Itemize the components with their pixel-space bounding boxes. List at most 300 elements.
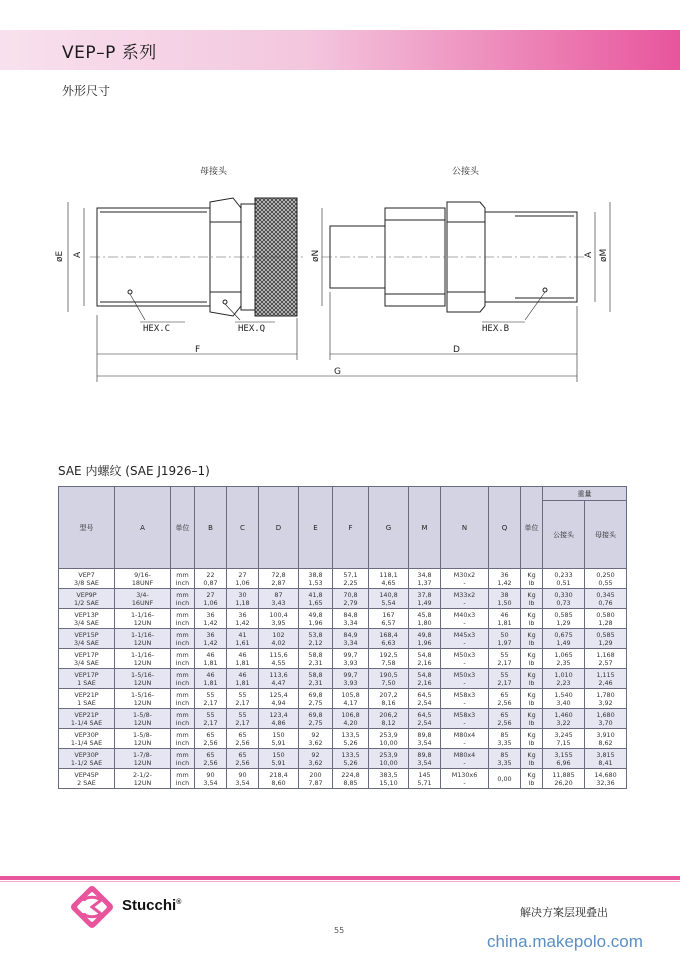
cell-unit2-line: Kg (527, 690, 536, 699)
cell-female (585, 609, 627, 629)
th-E: E (299, 487, 333, 569)
technical-drawing (0, 150, 680, 390)
cell-model (59, 629, 115, 649)
cell-G (369, 669, 409, 689)
dim-phiE: øE (55, 250, 65, 262)
cell-model-line: 3/4 SAE (74, 658, 99, 667)
cell-F-line: 5,26 (343, 758, 358, 767)
cell-F (333, 769, 369, 789)
cell-Q (489, 729, 521, 749)
cell-F (333, 749, 369, 769)
cell-N-line: - (463, 778, 466, 787)
cell-unit2-line: lb (528, 618, 535, 627)
cell-N (441, 689, 489, 709)
th-G: G (369, 487, 409, 569)
cell-model (59, 589, 115, 609)
cell-female-line: 0,55 (598, 578, 613, 587)
cell-unit (171, 689, 195, 709)
cell-N (441, 709, 489, 729)
cell-unit-line: mm (176, 590, 189, 599)
dim-A-left: A (73, 251, 83, 258)
cell-female-line: 1,680 (596, 710, 615, 719)
cell-D (259, 649, 299, 669)
cell-model-line: VEP30P (74, 730, 99, 739)
cell-M-line: 54,8 (417, 670, 432, 679)
cell-model-line: VEP30P (74, 750, 99, 759)
cell-unit2 (521, 589, 543, 609)
cell-female (585, 709, 627, 729)
table-row (59, 729, 627, 749)
cell-D-line: 102 (272, 630, 285, 639)
cell-N (441, 629, 489, 649)
cell-unit2-line: lb (528, 758, 535, 767)
cell-A-line: 12UN (133, 718, 152, 727)
cell-unit2-line: lb (528, 578, 535, 587)
cell-G-line: 6,57 (381, 618, 396, 627)
cell-Q-line: 85 (500, 750, 509, 759)
cell-N-line: - (463, 578, 466, 587)
cell-N-line: M80x4 (453, 750, 476, 759)
cell-E-line: 1,65 (308, 598, 323, 607)
cell-male (543, 709, 585, 729)
cell-G-line: 168,4 (379, 630, 398, 639)
cell-C-line: 2,17 (235, 698, 250, 707)
cell-unit2 (521, 689, 543, 709)
cell-N (441, 669, 489, 689)
cell-F-line: 224,8 (341, 770, 360, 779)
cell-A-line: 1-5/8- (133, 730, 152, 739)
cell-unit-line: mm (176, 610, 189, 619)
cell-female-line: 2,46 (598, 678, 613, 687)
cell-male (543, 629, 585, 649)
cell-A-line: 16UNF (131, 598, 154, 607)
cell-F (333, 629, 369, 649)
cell-G (369, 689, 409, 709)
cell-unit2 (521, 649, 543, 669)
cell-N (441, 649, 489, 669)
cell-G-line: 7,58 (381, 658, 396, 667)
cell-Q (489, 609, 521, 629)
th-unit2: 单位 (521, 487, 543, 569)
cell-unit (171, 669, 195, 689)
cell-model (59, 749, 115, 769)
cell-G-line: 253,9 (379, 750, 398, 759)
cell-model-line: VEP17P (74, 650, 99, 659)
cell-unit2-line: Kg (527, 770, 536, 779)
cell-female-line: 1,168 (596, 650, 615, 659)
cell-male-line: 3,22 (556, 718, 571, 727)
cell-F (333, 729, 369, 749)
cell-F-line: 4,17 (343, 698, 358, 707)
cell-C-line: 1,42 (235, 618, 250, 627)
cell-model-line: 3/8 SAE (74, 578, 99, 587)
cell-A (115, 689, 171, 709)
cell-A-line: 1-1/16- (130, 630, 155, 639)
cell-E-line: 92 (311, 730, 320, 739)
cell-G-line: 8,12 (381, 718, 396, 727)
cell-D-line: 87 (274, 590, 283, 599)
cell-B-line: 3,54 (203, 778, 218, 787)
cell-E (299, 649, 333, 669)
cell-M-line: 64,5 (417, 710, 432, 719)
cell-G (369, 589, 409, 609)
cell-male-line: 1,460 (554, 710, 573, 719)
table-row (59, 769, 627, 789)
page-title: VEP–P 系列 (62, 43, 157, 63)
cell-E-line: 41,8 (308, 590, 323, 599)
cell-male (543, 589, 585, 609)
cell-model-line: 3/4 SAE (74, 618, 99, 627)
cell-C (227, 749, 259, 769)
cell-unit-line: mm (176, 630, 189, 639)
cell-G (369, 609, 409, 629)
cell-M (409, 729, 441, 749)
cell-male-line: 1,065 (554, 650, 573, 659)
cell-female-line: 1,29 (598, 638, 613, 647)
cell-female-line: 0,345 (596, 590, 615, 599)
cell-E-line: 58,8 (308, 670, 323, 679)
cell-A (115, 709, 171, 729)
cell-Q (489, 629, 521, 649)
cell-B-line: 1,06 (203, 598, 218, 607)
cell-unit-line: mm (176, 670, 189, 679)
cell-N-line: M33x2 (453, 590, 476, 599)
cell-A-line: 1-1/16- (130, 610, 155, 619)
cell-male-line: 3,155 (554, 750, 573, 759)
cell-D (259, 689, 299, 709)
cell-A-line: 12UN (133, 778, 152, 787)
cell-E (299, 709, 333, 729)
cell-female-line: 8,41 (598, 758, 613, 767)
cell-model-line: 1-1/2 SAE (70, 758, 103, 767)
cell-model (59, 689, 115, 709)
cell-model-line: 1 SAE (77, 698, 96, 707)
cell-F-line: 3,93 (343, 678, 358, 687)
th-A: A (115, 487, 171, 569)
cell-Q-line: 50 (500, 630, 509, 639)
cell-D (259, 749, 299, 769)
cell-E-line: 53,8 (308, 630, 323, 639)
cell-model (59, 769, 115, 789)
th-unit: 单位 (171, 487, 195, 569)
cell-female-line: 32,36 (596, 778, 615, 787)
cell-Q (489, 689, 521, 709)
cell-A (115, 569, 171, 589)
cell-male (543, 609, 585, 629)
cell-M-line: 145 (418, 770, 431, 779)
cell-M-line: 1,49 (417, 598, 432, 607)
cell-E-line: 69,8 (308, 690, 323, 699)
cell-female (585, 669, 627, 689)
cell-C-line: 27 (238, 570, 247, 579)
cell-A-line: 2-1/2- (133, 770, 152, 779)
cell-B-line: 55 (206, 690, 215, 699)
cell-A-line: 1-7/8- (133, 750, 152, 759)
cell-model-line: VEP7 (78, 570, 95, 579)
cell-unit-line: inch (175, 698, 190, 707)
cell-C-line: 2,56 (235, 738, 250, 747)
cell-unit (171, 609, 195, 629)
table-row (59, 589, 627, 609)
cell-C-line: 1,81 (235, 678, 250, 687)
cell-F (333, 649, 369, 669)
cell-G-line: 167 (382, 610, 395, 619)
cell-female-line: 3,910 (596, 730, 615, 739)
cell-F (333, 569, 369, 589)
cell-E (299, 569, 333, 589)
cell-M-line: 2,16 (417, 658, 432, 667)
cell-N (441, 749, 489, 769)
cell-G-line: 5,54 (381, 598, 396, 607)
brand-name (122, 897, 181, 914)
cell-B (195, 609, 227, 629)
cell-E-line: 49,8 (308, 610, 323, 619)
cell-model (59, 609, 115, 629)
cell-D (259, 769, 299, 789)
cell-male (543, 649, 585, 669)
cell-Q-line: 85 (500, 730, 509, 739)
cell-Q-line: 2,17 (497, 658, 512, 667)
cell-E-line: 2,12 (308, 638, 323, 647)
cell-B (195, 769, 227, 789)
table-row (59, 609, 627, 629)
cell-A-line: 9/16- (134, 570, 151, 579)
th-D: D (259, 487, 299, 569)
cell-F-line: 84,8 (343, 610, 358, 619)
cell-C-line: 1,61 (235, 638, 250, 647)
footer-tagline: 解决方案层现叠出 (520, 906, 608, 919)
cell-M (409, 649, 441, 669)
spec-table (58, 486, 627, 789)
dim-F: F (195, 345, 201, 355)
cell-C-line: 1,81 (235, 658, 250, 667)
cell-F (333, 669, 369, 689)
cell-female-line: 3,815 (596, 750, 615, 759)
table-row (59, 569, 627, 589)
cell-Q (489, 749, 521, 769)
page-number: 55 (334, 926, 345, 935)
cell-E (299, 669, 333, 689)
cell-C (227, 769, 259, 789)
cell-M (409, 769, 441, 789)
cell-male-line: 7,15 (556, 738, 571, 747)
cell-E (299, 729, 333, 749)
cell-D-line: 4,02 (271, 638, 286, 647)
cell-B-line: 46 (206, 650, 215, 659)
cell-unit (171, 629, 195, 649)
cell-G-line: 140,8 (379, 590, 398, 599)
cell-A-line: 12UN (133, 678, 152, 687)
cell-E-line: 92 (311, 750, 320, 759)
cell-unit-line: mm (176, 730, 189, 739)
cell-F (333, 709, 369, 729)
cell-G-line: 15,10 (379, 778, 398, 787)
cell-unit-line: mm (176, 710, 189, 719)
cell-model-line: VEP45P (74, 770, 99, 779)
cell-E-line: 58,8 (308, 650, 323, 659)
cell-M (409, 589, 441, 609)
cell-unit2 (521, 569, 543, 589)
cell-N (441, 609, 489, 629)
table-row (59, 629, 627, 649)
cell-N-line: M130x6 (451, 770, 478, 779)
cell-G-line: 4,65 (381, 578, 396, 587)
cell-M (409, 709, 441, 729)
cell-A (115, 589, 171, 609)
cell-model-line: 3/4 SAE (74, 638, 99, 647)
cell-model-line: VEP13P (74, 610, 99, 619)
cell-unit-line: mm (176, 750, 189, 759)
cell-male-line: 26,20 (554, 778, 573, 787)
cell-female-line: 0,585 (596, 630, 615, 639)
cell-unit-line: inch (175, 758, 190, 767)
section-label: 外形尺寸 (62, 84, 111, 98)
cell-D-line: 123,4 (269, 710, 288, 719)
cell-G-line: 6,63 (381, 638, 396, 647)
cell-E-line: 38,8 (308, 570, 323, 579)
dim-D: D (453, 345, 460, 355)
cell-female (585, 689, 627, 709)
cell-B-line: 1,42 (203, 618, 218, 627)
cell-C (227, 569, 259, 589)
cell-F-line: 133,5 (341, 750, 360, 759)
cell-male-line: 1,29 (556, 618, 571, 627)
cell-male-line: 0,585 (554, 610, 573, 619)
cell-F-line: 3,34 (343, 638, 358, 647)
cell-N (441, 589, 489, 609)
cell-male-line: 3,40 (556, 698, 571, 707)
cell-A-line: 1-5/8- (133, 710, 152, 719)
cell-E-line: 3,62 (308, 738, 323, 747)
cell-D-line: 113,6 (269, 670, 288, 679)
cell-E-line: 2,75 (308, 718, 323, 727)
cell-model-line: 1-1/4 SAE (70, 738, 103, 747)
cell-M-line: 3,54 (417, 738, 432, 747)
cell-unit2-line: Kg (527, 650, 536, 659)
cell-G (369, 709, 409, 729)
brand-text: Stucchi (122, 897, 177, 914)
cell-female (585, 749, 627, 769)
cell-G-line: 253,9 (379, 730, 398, 739)
cell-N-line: M45x3 (453, 630, 476, 639)
cell-D-line: 150 (272, 750, 285, 759)
cell-M-line: 2,16 (417, 678, 432, 687)
cell-N-line: - (463, 658, 466, 667)
cell-N-line: - (463, 598, 466, 607)
cell-male (543, 569, 585, 589)
cell-M (409, 629, 441, 649)
cell-M-line: 49,8 (417, 630, 432, 639)
cell-male-line: 1,010 (554, 670, 573, 679)
footer-accent-line (0, 876, 680, 880)
cell-female-line: 3,92 (598, 698, 613, 707)
cell-model-line: 1/2 SAE (74, 598, 99, 607)
cell-D (259, 669, 299, 689)
cell-A-line: 12UN (133, 758, 152, 767)
cell-D-line: 150 (272, 730, 285, 739)
cell-B-line: 2,17 (203, 718, 218, 727)
cell-M-line: 1,80 (417, 618, 432, 627)
cell-G (369, 749, 409, 769)
cell-unit2-line: lb (528, 658, 535, 667)
cell-F-line: 5,26 (343, 738, 358, 747)
cell-unit-line: mm (176, 650, 189, 659)
cell-E (299, 609, 333, 629)
cell-B (195, 629, 227, 649)
cell-A-line: 12UN (133, 698, 152, 707)
cell-unit (171, 709, 195, 729)
cell-male (543, 729, 585, 749)
cell-N (441, 729, 489, 749)
th-Q: Q (489, 487, 521, 569)
cell-model-line: VEP21P (74, 690, 99, 699)
cell-B-line: 1,81 (203, 678, 218, 687)
cell-unit-line: inch (175, 598, 190, 607)
cell-Q (489, 769, 521, 789)
cell-model (59, 669, 115, 689)
cell-unit2 (521, 729, 543, 749)
th-N: N (441, 487, 489, 569)
cell-M-line: 1,96 (417, 638, 432, 647)
cell-F-line: 2,79 (343, 598, 358, 607)
cell-female-line: 0,580 (596, 610, 615, 619)
cell-unit-line: inch (175, 718, 190, 727)
cell-C (227, 729, 259, 749)
cell-M-line: 45,8 (417, 610, 432, 619)
cell-male-line: 0,73 (556, 598, 571, 607)
cell-unit-line: mm (176, 570, 189, 579)
cell-female (585, 649, 627, 669)
male-label: 公接头 (452, 167, 480, 177)
cell-A-line: 12UN (133, 618, 152, 627)
cell-unit-line: inch (175, 618, 190, 627)
cell-M-line: 3,54 (417, 758, 432, 767)
cell-female (585, 589, 627, 609)
cell-D-line: 4,86 (271, 718, 286, 727)
cell-G-line: 190,5 (379, 670, 398, 679)
cell-C (227, 649, 259, 669)
cell-unit-line: inch (175, 658, 190, 667)
cell-G-line: 206,2 (379, 710, 398, 719)
cell-unit2-line: Kg (527, 590, 536, 599)
cell-male (543, 749, 585, 769)
cell-unit-line: mm (176, 770, 189, 779)
cell-female-line: 3,70 (598, 718, 613, 727)
label-hex-b: HEX.B (482, 324, 510, 334)
cell-B-line: 1,42 (203, 638, 218, 647)
cell-D (259, 589, 299, 609)
cell-N-line: - (463, 698, 466, 707)
cell-female (585, 569, 627, 589)
cell-G (369, 729, 409, 749)
cell-unit2-line: lb (528, 738, 535, 747)
cell-F-line: 84,9 (343, 630, 358, 639)
cell-F (333, 589, 369, 609)
cell-M-line: 2,54 (417, 718, 432, 727)
cell-D-line: 115,6 (269, 650, 288, 659)
cell-D-line: 8,60 (271, 778, 286, 787)
cell-unit-line: inch (175, 578, 190, 587)
cell-D-line: 100,4 (269, 610, 288, 619)
dim-phiM: øM (599, 248, 609, 262)
cell-D (259, 629, 299, 649)
cell-E (299, 769, 333, 789)
cell-C-line: 1,06 (235, 578, 250, 587)
cell-C-line: 65 (238, 730, 247, 739)
dim-phiN: øN (311, 249, 321, 262)
cell-B (195, 729, 227, 749)
cell-M-line: 5,71 (417, 778, 432, 787)
